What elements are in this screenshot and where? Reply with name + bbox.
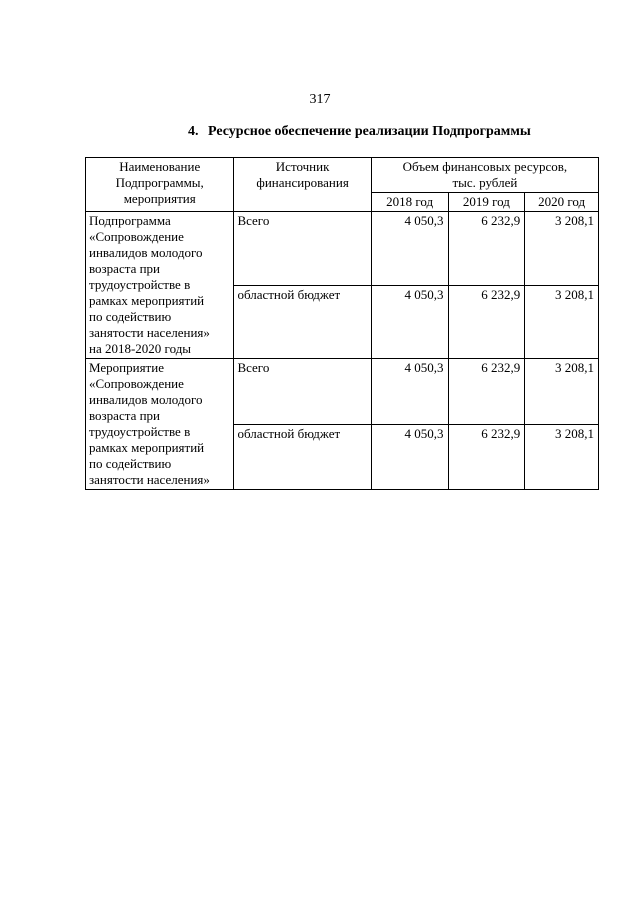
header-year: 2020 год — [525, 193, 599, 212]
value-cell: 4 050,3 — [371, 285, 448, 359]
value-cell: 3 208,1 — [525, 359, 599, 425]
header-source: Источник финансирования — [234, 158, 371, 212]
table-header-row — [86, 158, 599, 193]
header-year: 2019 год — [448, 193, 525, 212]
section-title-text: Ресурсное обеспечение реализации Подпрограммы — [208, 124, 531, 139]
value-cell: 6 232,9 — [448, 285, 525, 359]
subprogram-name-cell: Подпрограмма «Сопровождение инвалидов молодого возраста при трудоустройстве в рамках мероприятий по содействию занятости населения» на 2018-2020 годы — [86, 212, 234, 359]
table-row — [86, 359, 599, 425]
value-cell: 4 050,3 — [371, 212, 448, 286]
value-cell: 3 208,1 — [525, 285, 599, 359]
table-row — [86, 212, 599, 286]
resource-table — [85, 157, 599, 490]
header-year: 2018 год — [371, 193, 448, 212]
activity-name-cell: Мероприятие «Сопровождение инвалидов молодого возраста при трудоустройстве в рамках мероприятий по содействию занятости населения» — [86, 359, 234, 490]
value-cell: 3 208,1 — [525, 212, 599, 286]
value-cell: 6 232,9 — [448, 424, 525, 490]
source-cell: областной бюджет — [234, 424, 371, 490]
value-cell: 6 232,9 — [448, 212, 525, 286]
header-volume: Объем финансовых ресурсов, тыс. рублей — [371, 158, 598, 193]
source-cell: Всего — [234, 359, 371, 425]
value-cell: 4 050,3 — [371, 424, 448, 490]
header-name: Наименование Подпрограммы, мероприятия — [86, 158, 234, 212]
section-title — [188, 124, 531, 140]
value-cell: 4 050,3 — [371, 359, 448, 425]
source-cell: Всего — [234, 212, 371, 286]
value-cell: 6 232,9 — [448, 359, 525, 425]
value-cell: 3 208,1 — [525, 424, 599, 490]
page-number: 317 — [309, 92, 331, 107]
source-cell: областной бюджет — [234, 285, 371, 359]
section-number: 4. — [188, 124, 199, 139]
